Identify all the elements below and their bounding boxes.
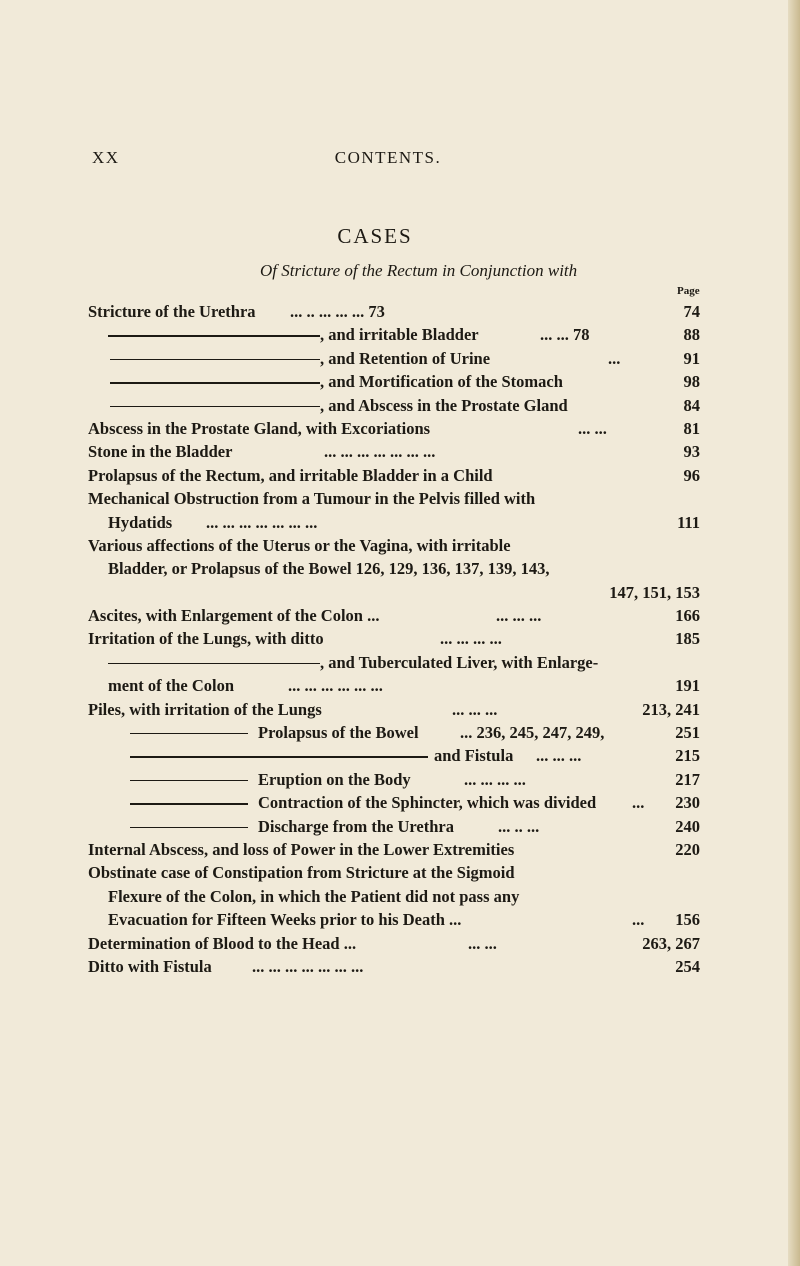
- entry-text: Flexure of the Colon, in which the Patient did not pass any: [108, 886, 520, 906]
- entry-page: 96: [683, 465, 700, 485]
- page-number-roman: XX: [92, 148, 120, 167]
- list-item: [88, 674, 700, 697]
- entry-text: Stricture of the Urethra: [88, 302, 256, 321]
- entry-page: 156: [675, 910, 700, 930]
- entry-page: 254: [675, 956, 700, 976]
- entry-leader: ... .. ...: [498, 816, 540, 836]
- list-item: [88, 557, 700, 580]
- running-head-title: CONTENTS.: [334, 148, 442, 167]
- entry-page: 185: [675, 629, 700, 649]
- ditto-dash: [130, 803, 248, 804]
- entry-text: Determination of Blood to the Head ...: [88, 933, 357, 953]
- ditto-dash: [108, 663, 320, 664]
- entry-text: ment of the Colon: [108, 676, 235, 696]
- entry-text: Hydatids: [108, 512, 173, 532]
- entry-page: 81: [683, 418, 700, 438]
- list-item: [88, 534, 700, 557]
- entry-page: 217: [675, 769, 700, 789]
- entry-text: Contraction of the Sphincter, which was divided: [258, 793, 597, 813]
- list-item: [88, 464, 700, 487]
- list-item: [88, 627, 700, 650]
- list-item: [88, 370, 700, 393]
- list-item: [88, 838, 700, 861]
- ditto-dash: [130, 756, 428, 757]
- list-item: [88, 791, 700, 814]
- entry-leader: ... ... ... ... ... ... ...: [324, 442, 436, 462]
- ditto-dash: [130, 780, 248, 781]
- entry-text: Abscess in the Prostate Gland, with Excoriations: [88, 418, 431, 438]
- list-item: [88, 955, 700, 978]
- list-item: [88, 721, 700, 744]
- entry-leader: ... ... 78: [540, 325, 590, 345]
- ditto-dash: [130, 827, 248, 828]
- list-item: [88, 698, 700, 721]
- list-item: [88, 885, 700, 908]
- list-item: [88, 651, 700, 674]
- entry-leader: ... ...: [578, 418, 607, 438]
- entry-leader: ...: [632, 793, 645, 813]
- entry-page: 213, 241: [642, 699, 700, 719]
- list-item: [88, 768, 700, 791]
- entry-text: Obstinate case of Constipation from Stricture at the Sigmoid: [88, 863, 515, 883]
- entry-page: 215: [675, 746, 700, 766]
- list-item: [88, 908, 700, 931]
- entry-page: 93: [683, 442, 700, 462]
- section-title: CASES: [337, 224, 413, 248]
- list-item: [88, 487, 700, 510]
- entry-page: 263, 267: [642, 933, 700, 953]
- ditto-dash: [110, 406, 320, 407]
- entry-leader: ... ...: [468, 933, 497, 953]
- ditto-dash: [130, 733, 248, 734]
- entry-text: Irritation of the Lungs, with ditto: [88, 629, 324, 649]
- entry-text: Various affections of the Uterus or the Vagina, with irritable: [88, 535, 511, 555]
- entry-page: 220: [675, 839, 700, 859]
- list-item: [88, 300, 700, 323]
- entry-leader: ... ... ... ...: [440, 629, 502, 649]
- section-subtitle: Of Stricture of the Rectum in Conjunction with: [260, 261, 578, 280]
- list-item: [88, 323, 700, 346]
- running-head: [92, 148, 612, 170]
- page-edge: [788, 0, 800, 1266]
- list-item: [88, 417, 700, 440]
- entry-text: and Fistula: [434, 746, 514, 766]
- ditto-dash: [108, 335, 320, 336]
- entry-text: Mechanical Obstruction from a Tumour in the Pelvis filled with: [88, 489, 536, 509]
- list-item: [88, 347, 700, 370]
- entry-leader: ...: [632, 910, 645, 930]
- entry-page: 240: [675, 816, 700, 836]
- entry-leader: ... ... ...: [496, 606, 542, 626]
- entry-page: 251: [675, 723, 700, 743]
- entry-text: Piles, with irritation of the Lungs: [88, 699, 322, 719]
- entry-text: Eruption on the Body: [258, 769, 411, 789]
- entry-page: 230: [675, 793, 700, 813]
- page-column-label: Page: [677, 285, 700, 297]
- entry-leader: ... ... ... ... ... ...: [288, 676, 383, 696]
- entry-text: Prolapsus of the Bowel: [258, 723, 419, 743]
- entry-leader: ... ... ... ... ... ... ...: [252, 956, 364, 976]
- entry-leader: ... ... ...: [452, 699, 498, 719]
- entry-text: Ascites, with Enlargement of the Colon ...: [88, 606, 380, 626]
- ditto-dash: [110, 382, 320, 383]
- list-item: [88, 440, 700, 463]
- entry-text: Prolapsus of the Rectum, and irritable Bladder in a Child: [88, 465, 493, 485]
- entry-page: 74: [683, 302, 700, 321]
- list-item: [88, 604, 700, 627]
- list-item: [88, 932, 700, 955]
- entry-text: Ditto with Fistula: [88, 956, 212, 976]
- list-item: [88, 511, 700, 534]
- ditto-dash: [110, 359, 320, 360]
- entry-page: 166: [675, 606, 700, 626]
- entry-leader: ... 236, 245, 247, 249,: [460, 723, 605, 743]
- entry-page: 88: [683, 325, 700, 345]
- entry-text: Discharge from the Urethra: [258, 816, 454, 836]
- entry-text: , and Retention of Urine: [320, 348, 491, 368]
- entry-text: , and Mortification of the Stomach: [320, 372, 563, 392]
- entry-text: , and Tuberculated Liver, with Enlarge-: [320, 652, 599, 672]
- entry-leader: ... ... ... ... ... ... ...: [206, 512, 318, 532]
- entry-text: Internal Abscess, and loss of Power in the Lower Extremities: [88, 839, 515, 859]
- entry-text: Bladder, or Prolapsus of the Bowel 126, 129, 136, 137, 139, 143,: [108, 559, 550, 579]
- entry-text: , and irritable Bladder: [320, 325, 479, 345]
- entry-page: 191: [675, 676, 700, 696]
- list-item: [88, 394, 700, 417]
- entry-page: 84: [683, 395, 700, 415]
- entry-leader: ... ... ...: [536, 746, 582, 766]
- entry-page: 111: [677, 512, 700, 532]
- entry-page: 98: [683, 372, 700, 392]
- entry-text: Stone in the Bladder: [88, 442, 233, 462]
- entry-text: , and Abscess in the Prostate Gland: [320, 395, 568, 415]
- list-item: [88, 815, 700, 838]
- entry-leader: ...: [608, 348, 621, 368]
- entry-text: Evacuation for Fifteen Weeks prior to his Death ...: [108, 910, 462, 930]
- list-item: [88, 861, 700, 884]
- entry-leader: ... .. ... ... ... 73: [290, 302, 385, 321]
- list-item: [88, 581, 700, 604]
- entry-leader: ... ... ... ...: [464, 769, 526, 789]
- list-item: [88, 744, 700, 767]
- entry-page: 147, 151, 153: [609, 582, 700, 602]
- entry-page: 91: [683, 348, 700, 368]
- contents-list: [88, 300, 700, 978]
